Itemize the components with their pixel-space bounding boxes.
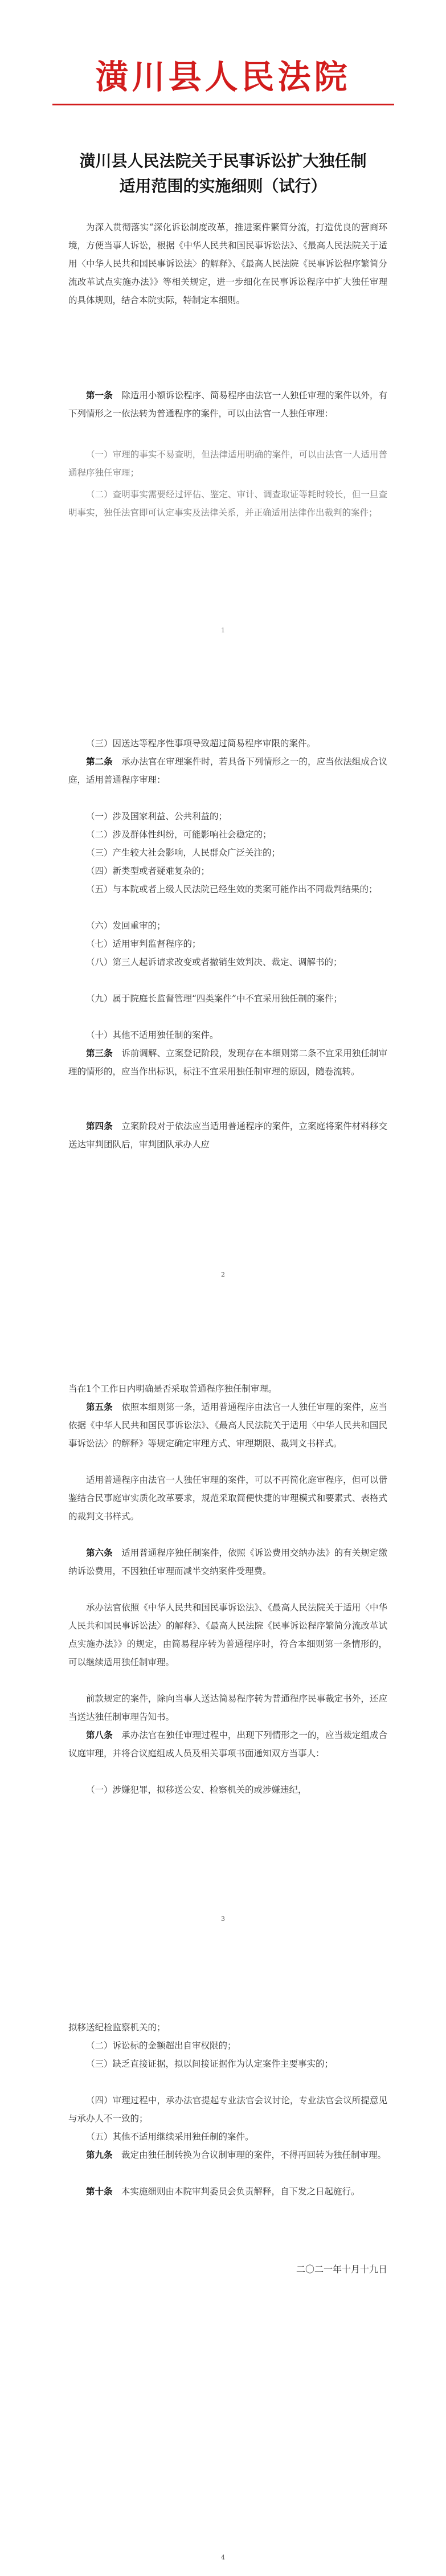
article-5-text: 依照本细则第一条，适用普通程序由法官一人独任审理的案件，应当依据《中华人民共和国民事诉讼法》、《最高人民法院关于适用〈中华人民共和国民事诉讼法〉的解释》等规定确定审理方式、审理期限、裁判文书样式。 — [68, 1402, 387, 1449]
article-9-paragraph — [68, 2146, 387, 2164]
article-1-item-3: （三）因送达等程序性事项导致超过简易程序审限的案件。 — [86, 738, 316, 749]
article-7-paragraph-2: 前款规定的案件，除向当事人送达简易程序转为普通程序民事裁定书外，还应当送达独任制审理告知书。 — [68, 1694, 387, 1722]
article-8-item-1: （一）涉嫌犯罪，拟移送公安、检察机关的或涉嫌违纪， — [86, 1785, 307, 1795]
article-8-item-1-continuation: 拟移送纪检监察机关的； — [68, 2022, 166, 2033]
article-2-item-1: （一）涉及国家利益、公共利益的； — [86, 811, 228, 821]
article-6-label: 第六条 — [86, 1547, 113, 1558]
article-2-item-2: （二）涉及群体性纠纷，可能影响社会稳定的； — [86, 829, 272, 840]
article-6-text: 适用普通程序独任制案件，依照《诉讼费用交纳办法》的有关规定缴纳诉讼费用，不因独任审理而减半交纳案件受理费。 — [68, 1548, 387, 1576]
article-2-item-5: （五）与本院或者上级人民法院已经生效的类案可能作出不同裁判结果的； — [86, 884, 378, 894]
article-1-paragraph — [68, 386, 387, 423]
article-2-item-6: （六）发回重审的； — [86, 921, 166, 931]
document-title-line-1: 潢川县人民法院关于民事诉讼扩大独任制 — [79, 152, 367, 170]
article-2-item-10: （十）其他不适用独任制的案件。 — [86, 1030, 219, 1040]
article-10-text: 本实施细则由本院审判委员会负责解释，自下发之日起施行。 — [121, 2186, 360, 2197]
preamble-paragraph: 为深入贯彻落实“深化诉讼制度改革，推进案件繁简分流，打造优良的营商环境，方便当事人诉讼，根据《中华人民共和国民事诉讼法》、《最高人民法院关于适用〈中华人民共和国民事诉讼法〉的解释》、《最高人民法院《民事诉讼程序繁简分流改革试点实施办法》》等相关规定，进一步细化在民事诉讼程序中扩大独任审理的具体规则，结合本院实际，特制定本细则。 — [68, 222, 387, 305]
article-4-label: 第四条 — [86, 1121, 113, 1131]
article-1-item-1: （一）审理的事实不易查明，但法律适用明确的案件，可以由法官一人适用普通程序独任审理； — [68, 449, 387, 478]
document-page-3 — [0, 1289, 446, 1933]
article-2-paragraph — [68, 753, 387, 789]
page-number-3: 3 — [221, 1915, 225, 1923]
article-4-continuation: 当在1个工作日内明确是否采取普通程序独任制审理。 — [68, 1384, 277, 1394]
red-header-rule — [52, 104, 394, 105]
article-5-paragraph — [68, 1398, 387, 1453]
article-1-item-2: （二）查明事实需要经过评估、鉴定、审计、调查取证等耗时较长，但一旦查明事实，独任法官即可认定事实及法律关系，并正确适用法律作出裁判的案件； — [68, 489, 387, 518]
article-8-item-4: （四）审理过程中，承办法官提起专业法官会议讨论，专业法官会议所提意见与承办人不一致的； — [68, 2095, 387, 2124]
article-2-item-8: （八）第三人起诉请求改变或者撤销生效判决、裁定、调解书的； — [86, 957, 342, 967]
document-page-1 — [0, 0, 446, 644]
article-8-item-5: （五）其他不适用继续采用独任制的案件。 — [86, 2132, 254, 2142]
article-4-text: 立案阶段对于依法应当适用普通程序的案件，立案庭将案件材料移交送达审判团队后，审判团队承办人应 — [68, 1121, 387, 1150]
article-3-paragraph — [68, 1044, 387, 1081]
article-10-paragraph — [68, 2182, 387, 2201]
page-number-1: 1 — [221, 627, 225, 634]
article-8-item-2: （二）诉讼标的金额超出自审权限的； — [86, 2041, 236, 2051]
article-7-paragraph: 承办法官依照《中华人民共和国民事诉讼法》、《最高人民法院关于适用〈中华人民共和国民事诉讼法〉的解释》、《最高人民法院《民事诉讼程序繁简分流改革试点实施办法》》的规定，由简易程序转为普通程序时，符合本细则第一条情形的，可以继续适用独任制审理。 — [68, 1602, 387, 1667]
article-2-label: 第二条 — [86, 756, 113, 767]
article-2-item-9: （九）属于院庭长监督管理“四类案件”中不宜采用独任制的案件； — [86, 993, 342, 1004]
article-2-text: 承办法官在审理案件时，若具备下列情形之一的，应当依法组成合议庭，适用普通程序审理： — [68, 757, 387, 785]
article-8-label: 第八条 — [86, 1729, 113, 1740]
document-page-4 — [0, 1933, 446, 2576]
document-title-line-2: 适用范围的实施细则（试行） — [119, 177, 327, 195]
article-3-label: 第三条 — [86, 1048, 113, 1058]
article-8-text: 承办法官在独任审理过程中，出现下列情形之一的，应当裁定组成合议庭审理，并将合议庭组成人员及相关事项书面通知双方当事人： — [68, 1730, 387, 1759]
article-6-paragraph — [68, 1544, 387, 1580]
article-1-label: 第一条 — [86, 390, 113, 400]
article-8-item-3: （三）缺乏直接证据，拟以间接证据作为认定案件主要事实的； — [86, 2059, 334, 2069]
page-number-4: 4 — [221, 2554, 225, 2561]
page-number-2: 2 — [221, 1271, 225, 1278]
article-4-paragraph — [68, 1117, 387, 1154]
article-9-text: 裁定由独任制转换为合议制审理的案件，不得再回转为独任制审理。 — [121, 2150, 387, 2160]
article-10-label: 第十条 — [86, 2186, 113, 2197]
document-page-2 — [0, 644, 446, 1289]
article-1-text: 除适用小额诉讼程序、简易程序由法官一人独任审理的案件以外，有下列情形之一依法转为普通程序的案件，可以由法官一人独任审理： — [68, 390, 387, 419]
article-2-item-7: （七）适用审判监督程序的； — [86, 939, 201, 949]
article-2-item-3: （三）产生较大社会影响，人民群众广泛关注的； — [86, 848, 281, 858]
issue-date: 二〇二一年十月十九日 — [296, 2264, 387, 2275]
article-5-label: 第五条 — [86, 1401, 113, 1412]
court-name-heading: 潢川县人民法院 — [95, 58, 351, 96]
article-3-text: 诉前调解、立案登记阶段，发现存在本细则第二条不宜采用独任制审理的情形的，应当作出标识，标注不宜采用独任制审理的原因，随卷流转。 — [68, 1048, 387, 1077]
article-9-label: 第九条 — [86, 2149, 113, 2160]
article-2-item-4: （四）新类型或者疑难复杂的； — [86, 866, 210, 876]
article-8-paragraph — [68, 1726, 387, 1763]
article-5-paragraph-2: 适用普通程序由法官一人独任审理的案件，可以不再简化庭审程序，但可以借鉴结合民事庭审实质化改革要求，规范采取简便快捷的审理模式和要素式、表格式的裁判文书样式。 — [68, 1475, 387, 1522]
